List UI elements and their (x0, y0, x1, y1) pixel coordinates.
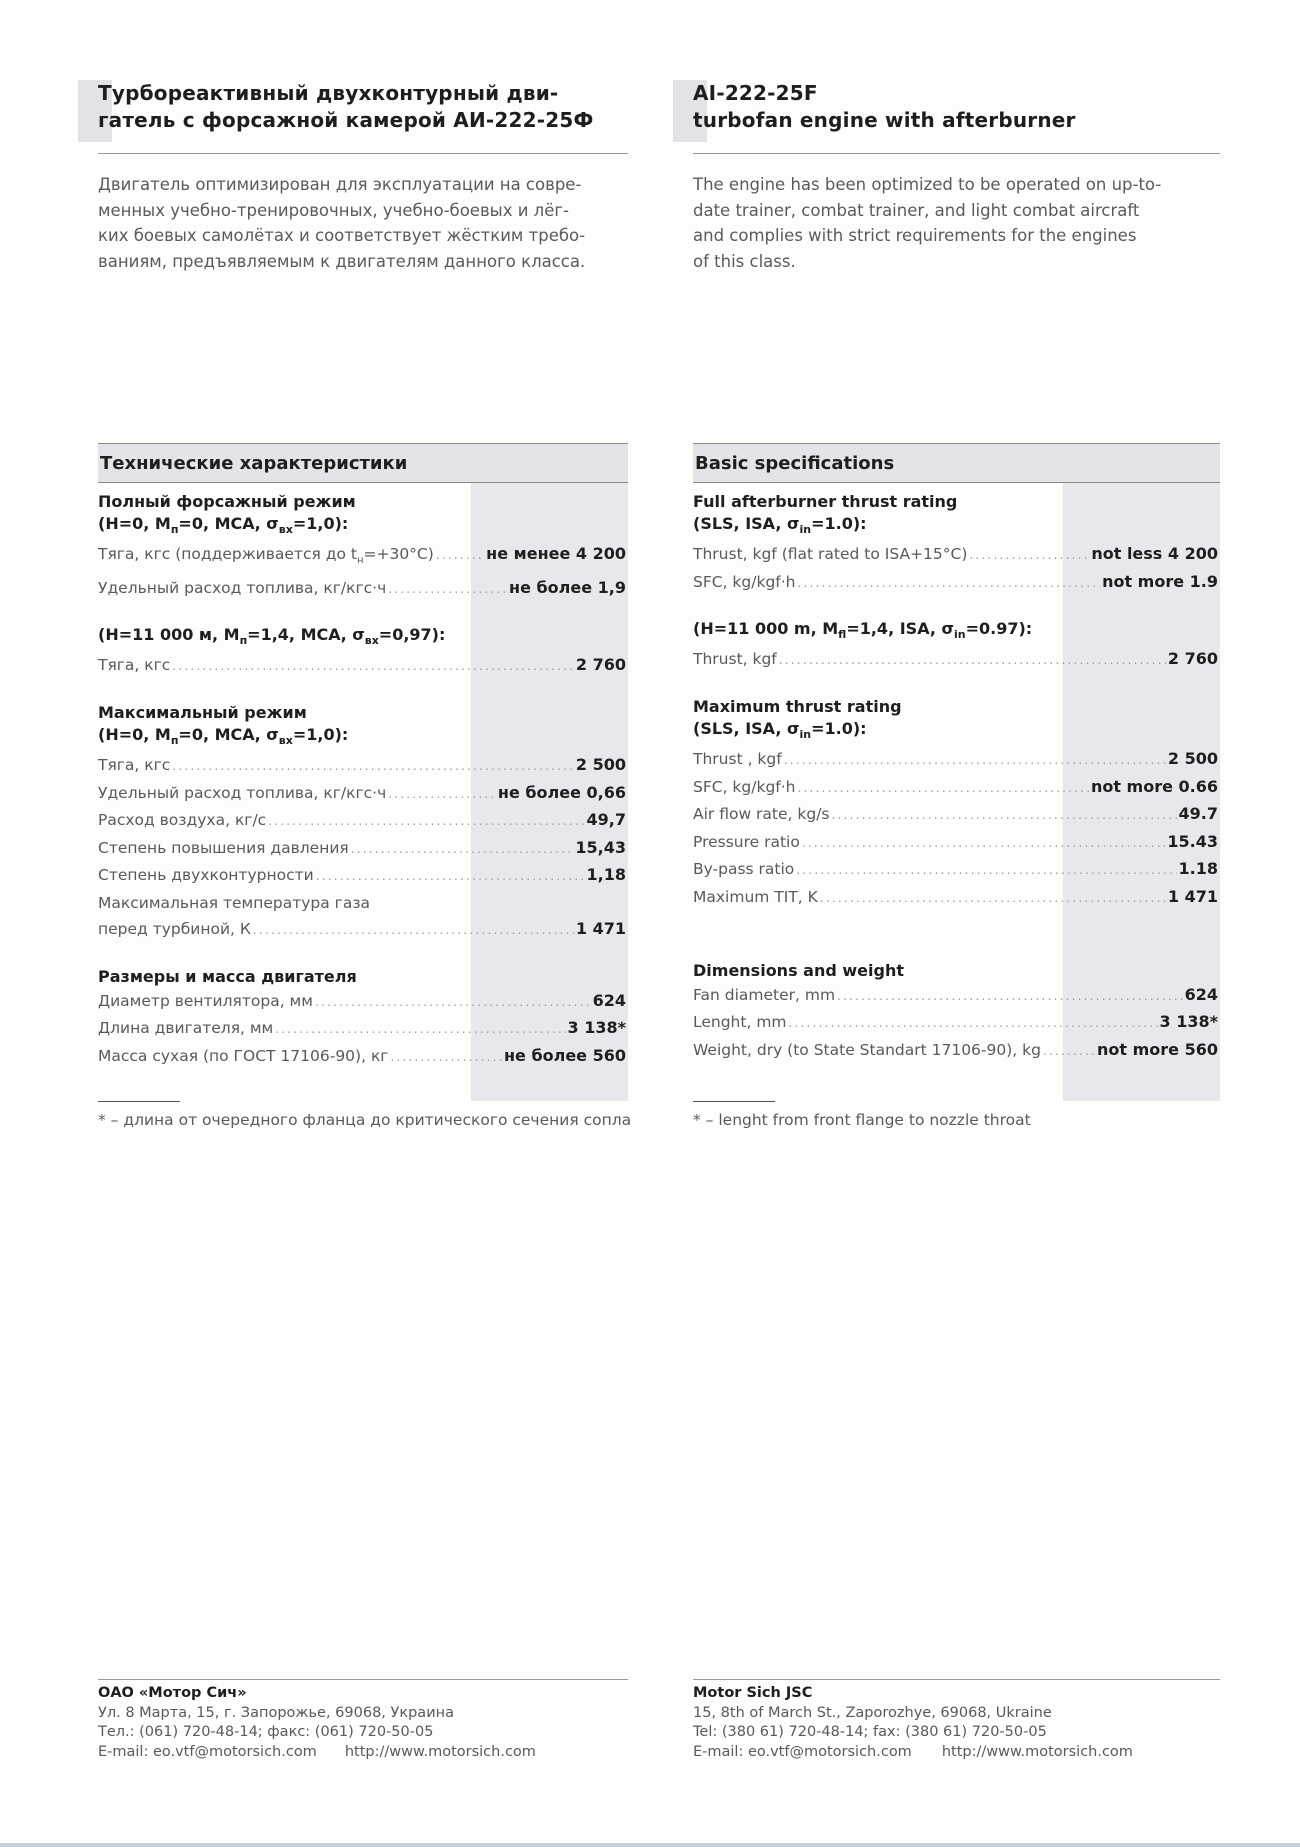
ru-title-line1: Турбореактивный двухконтурный дви- (98, 81, 559, 105)
leader-dots (275, 1016, 565, 1043)
spec-value: 2 500 (1167, 749, 1218, 769)
spec-value: не более 1,9 (509, 577, 626, 597)
ru-g2-sub: п (239, 634, 248, 648)
leader-dots (172, 753, 574, 780)
ru-spec-header-text: Технические характеристики (100, 453, 408, 474)
en-spec-table (693, 443, 1220, 1064)
leader-dots (315, 989, 591, 1016)
en-g2-cond: =0.97): (965, 619, 1033, 639)
ru-footnote: * – длина от очередного фланца до критического сечения сопла (98, 1111, 632, 1129)
en-spec-header (693, 443, 1220, 483)
spec-value: 624 (1184, 984, 1218, 1004)
spec-row (98, 988, 628, 1016)
leader-dots (388, 781, 496, 808)
spec-label: Удельный расход топлива, кг/кгс·ч (98, 578, 387, 597)
ru-group-title (98, 491, 628, 541)
spec-label: Air flow rate, kg/s (693, 805, 830, 824)
ru-g1-sub: п (170, 523, 179, 537)
ru-g1-cond: =0, МСА, σ (178, 514, 279, 533)
leader-dots (268, 808, 584, 835)
ru-heading (98, 80, 594, 134)
spec-value: 49,7 (586, 810, 626, 830)
en-company-name: Motor Sich JSC (693, 1685, 813, 1701)
en-heading (693, 80, 1076, 134)
spec-label: Pressure ratio (693, 832, 800, 851)
spec-value: not less 4 200 (1091, 544, 1218, 564)
en-intro-line: of this class. (693, 251, 796, 271)
spec-row (98, 575, 628, 603)
en-group-title (693, 696, 1220, 746)
ru-company-name: ОАО «Мотор Сич» (98, 1685, 247, 1701)
spec-label: Weight, dry (to State Standart 17106-90), kg (693, 1040, 1041, 1059)
spec-row (98, 1043, 628, 1071)
leader-dots (388, 576, 507, 603)
spec-value: 15.43 (1167, 831, 1218, 851)
spec-row (693, 801, 1220, 829)
leader-dots (798, 775, 1089, 802)
spec-label: Длина двигателя, мм (98, 1019, 274, 1038)
spec-label: Расход воздуха, кг/с (98, 811, 267, 830)
spec-value: 1 471 (575, 919, 626, 939)
spec-value: not more 0.66 (1090, 776, 1218, 796)
spec-row (693, 884, 1220, 912)
en-top-rule (693, 153, 1220, 154)
en-title-line2: turbofan engine with afterburner (693, 108, 1076, 132)
en-g3-sub: in (799, 728, 812, 742)
ru-email[interactable]: E-mail: eo.vtf@motorsich.com (98, 1743, 317, 1760)
spec-row (693, 569, 1220, 597)
ru-group-title (98, 702, 628, 752)
en-group-title (693, 618, 1220, 646)
ru-title-line2: гатель с форсажной камерой АИ-222-25Ф (98, 108, 594, 132)
spec-label: Степень повышения давления (98, 838, 349, 857)
leader-dots (436, 542, 484, 569)
ru-group-title (98, 624, 628, 652)
ru-g3-sub: вх (278, 734, 293, 748)
ru-spec-table (98, 443, 628, 1070)
spec-row (98, 780, 628, 808)
en-g2-sub: fl (838, 628, 847, 642)
spec-label: Тяга, кгс (поддерживается до $t_н=+30^\circ С$) (98, 545, 434, 567)
spec-label: Диаметр вентилятора, мм (98, 991, 313, 1010)
ru-g1-title: Полный форсажный режим (98, 492, 356, 511)
spec-row (693, 1037, 1220, 1065)
spec-value: 1,18 (586, 865, 626, 885)
spec-label: Lenght, mm (693, 1013, 787, 1032)
page-bottom-edge (0, 1843, 1300, 1847)
ru-spec-header (98, 443, 628, 483)
en-g2-cond: =1,4, ISA, σ (846, 619, 954, 639)
spec-row (98, 862, 628, 890)
spec-value: не менее 4 200 (486, 544, 626, 564)
leader-dots (789, 1010, 1158, 1037)
en-address: 15, 8th of March St., Zaporozhye, 69068, Ukraine (693, 1704, 1052, 1721)
spec-value: 3 138* (1159, 1012, 1218, 1032)
ru-website-link[interactable]: http://www.motorsich.com (344, 1743, 536, 1760)
ru-g1-sub: вх (278, 523, 293, 537)
en-phone: Tel: (380 61) 720-48-14; fax: (380 61) 720-50-05 (693, 1724, 1047, 1740)
leader-dots (969, 542, 1089, 569)
ru-g1-cond: =1,0): (292, 514, 349, 533)
spec-value: not more 1.9 (1102, 571, 1218, 591)
ru-footnote-rule (98, 1101, 180, 1102)
ru-g3-cond: (Н=0, М (98, 724, 171, 744)
en-g3-cond: =1.0): (811, 718, 867, 738)
spec-row (98, 541, 628, 575)
spec-value: не более 560 (503, 1045, 626, 1065)
ru-g3-title: Максимальный режим (98, 702, 307, 722)
ru-intro-line: Двигатель оптимизирован для эксплуатации на совре- (98, 175, 582, 194)
spec-label: Тяга, кгс (98, 656, 171, 675)
spec-value: 2 760 (575, 655, 626, 675)
en-intro-line: The engine has been optimized to be operated on up-to- (693, 175, 1162, 194)
leader-dots (779, 647, 1166, 674)
spec-label: Thrust, kgf (693, 650, 777, 669)
spec-label: Thrust , kgf (693, 750, 782, 769)
spec-row (693, 541, 1220, 569)
leader-dots (253, 917, 574, 944)
en-footnote-rule (693, 1101, 775, 1102)
spec-row (693, 774, 1220, 802)
spec-value: 3 138* (567, 1018, 626, 1038)
en-title-line1: AI-222-25F (693, 81, 818, 105)
leader-dots (172, 653, 574, 680)
ru-g3-sub: п (170, 734, 179, 748)
en-title (693, 80, 1076, 134)
spec-label: By-pass ratio (693, 860, 795, 879)
en-g1-title: Full afterburner thrust rating (693, 492, 958, 511)
en-g1-cond: =1.0): (811, 514, 867, 533)
spec-row (98, 652, 628, 680)
spec-label: Maximum TIT, K (693, 887, 818, 906)
spec-value: 1 471 (1167, 886, 1218, 906)
en-g3-title: Maximum thrust rating (693, 696, 902, 716)
ru-intro-line: ких боевых самолётах и соответствует жёстким требо- (98, 226, 586, 245)
ru-bottom-rule (98, 1679, 628, 1680)
spec-label: Максимальная температура газа (98, 893, 371, 912)
spec-row (693, 856, 1220, 884)
spec-label: перед турбиной, К (98, 920, 251, 939)
spec-row (98, 1015, 628, 1043)
en-intro (693, 172, 1220, 274)
en-g2-cond: (H=11 000 m, M (693, 619, 839, 639)
spec-label: SFC, kg/kgf·h (693, 777, 796, 796)
spec-row (98, 916, 628, 944)
spec-label: SFC, kg/kgf·h (693, 572, 796, 591)
spec-row (98, 890, 628, 917)
en-g3-cond: (SLS, ISA, σ (693, 718, 800, 738)
en-intro-line: and complies with strict requirements for the engines (693, 226, 1137, 245)
en-website-link[interactable]: http://www.motorsich.com (941, 1743, 1133, 1760)
en-footnote: * – lenght from front flange to nozzle throat (693, 1111, 1031, 1129)
leader-dots (390, 1044, 502, 1071)
leader-dots (820, 885, 1166, 912)
spec-row (98, 807, 628, 835)
leader-dots (796, 857, 1176, 884)
spec-row (693, 746, 1220, 774)
en-contacts (693, 1684, 1233, 1762)
spec-row (98, 835, 628, 863)
spec-label: Масса сухая (по ГОСТ 17106-90), кг (98, 1046, 389, 1065)
en-email[interactable]: E-mail: eo.vtf@motorsich.com (693, 1743, 912, 1760)
spec-label: Thrust, kgf (flat rated to ISA+15°C) (693, 545, 968, 564)
spec-label: Удельный расход топлива, кг/кгс·ч (98, 783, 387, 802)
ru-g3-cond: =0, МСА, σ (178, 724, 279, 744)
leader-dots (798, 570, 1101, 597)
ru-g2-cond: =0,97): (378, 625, 446, 645)
spec-value: 49.7 (1178, 804, 1218, 824)
spec-value: not more 560 (1097, 1039, 1218, 1059)
en-g2-sub: in (953, 628, 966, 642)
ru-address: Ул. 8 Марта, 15, г. Запорожье, 69068, Украина (98, 1704, 454, 1721)
ru-g2-cond: (Н=11 000 м, М (98, 625, 240, 645)
leader-dots (832, 802, 1177, 829)
leader-dots (837, 983, 1183, 1010)
ru-g3-cond: =1,0): (292, 724, 349, 744)
ru-contacts (98, 1684, 638, 1762)
ru-top-rule (98, 153, 628, 154)
spec-value: 1.18 (1178, 859, 1218, 879)
spec-value: 2 760 (1167, 649, 1218, 669)
ru-intro-line: ваниям, предъявляемым к двигателям данного класса. (98, 251, 586, 271)
en-intro-line: date trainer, combat trainer, and light combat aircraft (693, 200, 1140, 220)
spec-row (693, 646, 1220, 674)
ru-g2-sub: вх (364, 634, 379, 648)
leader-dots (351, 836, 574, 863)
en-spec-header-text: Basic specifications (695, 453, 895, 474)
spec-label: Тяга, кгс (98, 756, 171, 775)
leader-dots (1043, 1038, 1095, 1065)
spec-row (98, 752, 628, 780)
spec-label: Степень двухконтурности (98, 866, 314, 885)
spec-row (693, 829, 1220, 857)
spec-value: не более 0,66 (497, 782, 626, 802)
leader-dots (784, 747, 1166, 774)
en-g1-cond: (SLS, ISA, σ (693, 514, 800, 533)
ru-g2-cond: =1,4, МСА, σ (247, 625, 365, 645)
ru-title (98, 80, 594, 134)
ru-intro (98, 172, 638, 274)
en-group-title (693, 491, 1220, 541)
en-g1-sub: in (799, 523, 812, 537)
en-group-title: Dimensions and weight (693, 960, 904, 980)
ru-g1-cond: (Н=0, М (98, 514, 171, 533)
ru-phone: Тел.: (061) 720-48-14; факс: (061) 720-50-05 (98, 1724, 434, 1740)
spec-row (693, 982, 1220, 1010)
ru-group-title: Размеры и масса двигателя (98, 966, 357, 986)
spec-label: Fan diameter, mm (693, 985, 836, 1004)
leader-dots (802, 830, 1166, 857)
spec-value: 624 (592, 990, 626, 1010)
spec-value: 15,43 (575, 837, 626, 857)
ru-intro-line: менных учебно-тренировочных, учебно-боевых и лёг- (98, 200, 569, 220)
leader-dots (316, 863, 585, 890)
spec-row (693, 1009, 1220, 1037)
spec-value: 2 500 (575, 755, 626, 775)
en-bottom-rule (693, 1679, 1220, 1680)
